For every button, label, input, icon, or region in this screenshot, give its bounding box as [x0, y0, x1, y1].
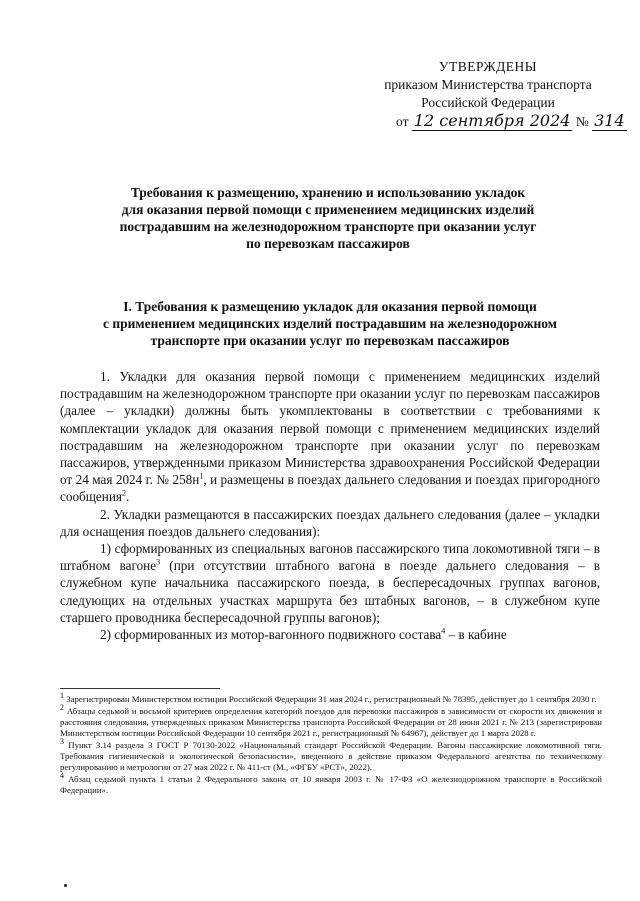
footnote-text: Абзац седьмой пункта 1 статьи 2 Федерального закона от 10 января 2003 г. № 17-ФЗ «О железнодорожном транспорте в Российской Федерации». [60, 773, 602, 796]
approval-line-ministry: приказом Министерства транспорта [384, 77, 592, 92]
footnote-2 [60, 702, 602, 740]
footnote-ref: 1 [199, 471, 204, 481]
paragraph-text: 1. Укладки для оказания первой помощи с применением медицинских изделий пострадавшим на железнодорожном транспорте при оказании услуг по перевозкам пассажиров (далее – укладки) должны быть укомплектованы в соответствии с требованиями к комплектации укладок для оказания первой помощи с применением медицинских изделий пострадавшим на железнодорожном транспорте при оказании услуг по перевозкам пассажиров, утвержденными приказом Министерства здравоохранения Российской Федерации от 24 мая 2024 г. № 258н [60, 369, 600, 488]
paragraph-text: 2) сформированных из мотор-вагонного подвижного состава [100, 627, 442, 643]
date-prefix: от [396, 114, 409, 129]
paragraph-2: 2. Укладки размещаются в пассажирских поездах дальнего следования (далее – укладки для оснащения поездов дальнего следования): [60, 506, 600, 539]
approval-heading: УТВЕРЖДЕНЫ [438, 59, 538, 74]
footnote-3 [60, 736, 602, 774]
paragraph-text: (при отсутствии штабного вагона в поезде дальнего следования – в служебном купе начальника пассажирского поезда, в беспересадочных группах вагонов, следующих на отдельных участках маршрута без штабных вагонов, – в служебном купе старшего проводника беспересадочной группы вагонов); [60, 558, 600, 625]
paragraph-1 [60, 368, 600, 506]
footnotes [60, 691, 602, 797]
paragraph-text: 1) сформированных из специальных вагонов пассажирского типа локомотивной тяги – в штабном вагоне [60, 541, 600, 574]
footnote-divider [60, 688, 220, 689]
title-line: по перевозкам пассажиров [246, 236, 410, 251]
footnote-1 [60, 691, 602, 705]
paragraph-text: – в кабине [445, 627, 507, 643]
footnote-number: 4 [60, 771, 64, 780]
footnote-number: 3 [60, 736, 64, 746]
footnote-ref: 2 [121, 489, 126, 499]
footnote-number: 1 [60, 691, 64, 701]
approval-date-number [378, 111, 625, 131]
section-heading [60, 298, 600, 349]
scan-speck [64, 884, 67, 887]
footnote-4 [60, 771, 602, 796]
body-text [60, 368, 600, 643]
approval-block [378, 58, 625, 131]
title-line: для оказания первой помощи с применением медицинских изделий [121, 202, 535, 217]
handwritten-date: 12 сентября 2024 [413, 111, 571, 130]
footnote-ref: 3 [156, 557, 161, 567]
section-line: транспорте при оказании услуг по перевозкам пассажиров [150, 333, 510, 348]
footnote-ref: 4 [441, 626, 446, 636]
footnote-number: 2 [60, 702, 64, 712]
document-title [78, 184, 578, 252]
footnote-text: Пункт 3.14 раздела 3 ГОСТ Р 70130-2022 «Национальный стандарт Российской Федерации. Вагоны пассажирские локомотивной тяги. Требования гигиенической и экологической безопасности», введенного в действие приказом Федерального агентства по техническому регулированию и метрологии от 27 мая 2022 г. № 411-ст (М., «ФГБУ «РСТ», 2022). [60, 739, 602, 773]
footnote-text: Зарегистрирован Министерством юстиции Российской Федерации 31 мая 2024 г., регистрационный № 78395, действует до 1 сентября 2030 г. [64, 694, 597, 704]
number-prefix: № [575, 114, 589, 129]
section-line: I. Требования к размещению укладок для оказания первой помощи [123, 299, 537, 314]
paragraph-item-2 [60, 626, 600, 643]
approval-line-federation: Российской Федерации [421, 95, 555, 110]
section-line: с применением медицинских изделий пострадавшим на железнодорожном [102, 316, 557, 331]
footnote-text: Абзацы седьмой и восьмой критериев определения категорий поездов для перевозки пассажиров в зависимости от скорости их движения и расстояния следования, утвержденных приказом Министерства транспорта Российской Федерации от 28 июня 2021 г. № 213 (зарегистрирован Министерством юстиции Российской Федерации 10 сентября 2021 г., регистрационный № 64967), действует до 1 марта 2028 г. [60, 705, 602, 739]
title-line: пострадавшим на железнодорожном транспорте при оказании услуг [119, 219, 537, 234]
handwritten-number: 314 [594, 111, 625, 130]
title-line: Требования к размещению, хранению и использованию укладок [130, 185, 526, 200]
paragraph-text: . [125, 489, 130, 505]
paragraph-text: , и размещены в поездах дальнего следования и поездах пригородного сообщения [60, 472, 600, 505]
paragraph-item-1 [60, 540, 600, 626]
